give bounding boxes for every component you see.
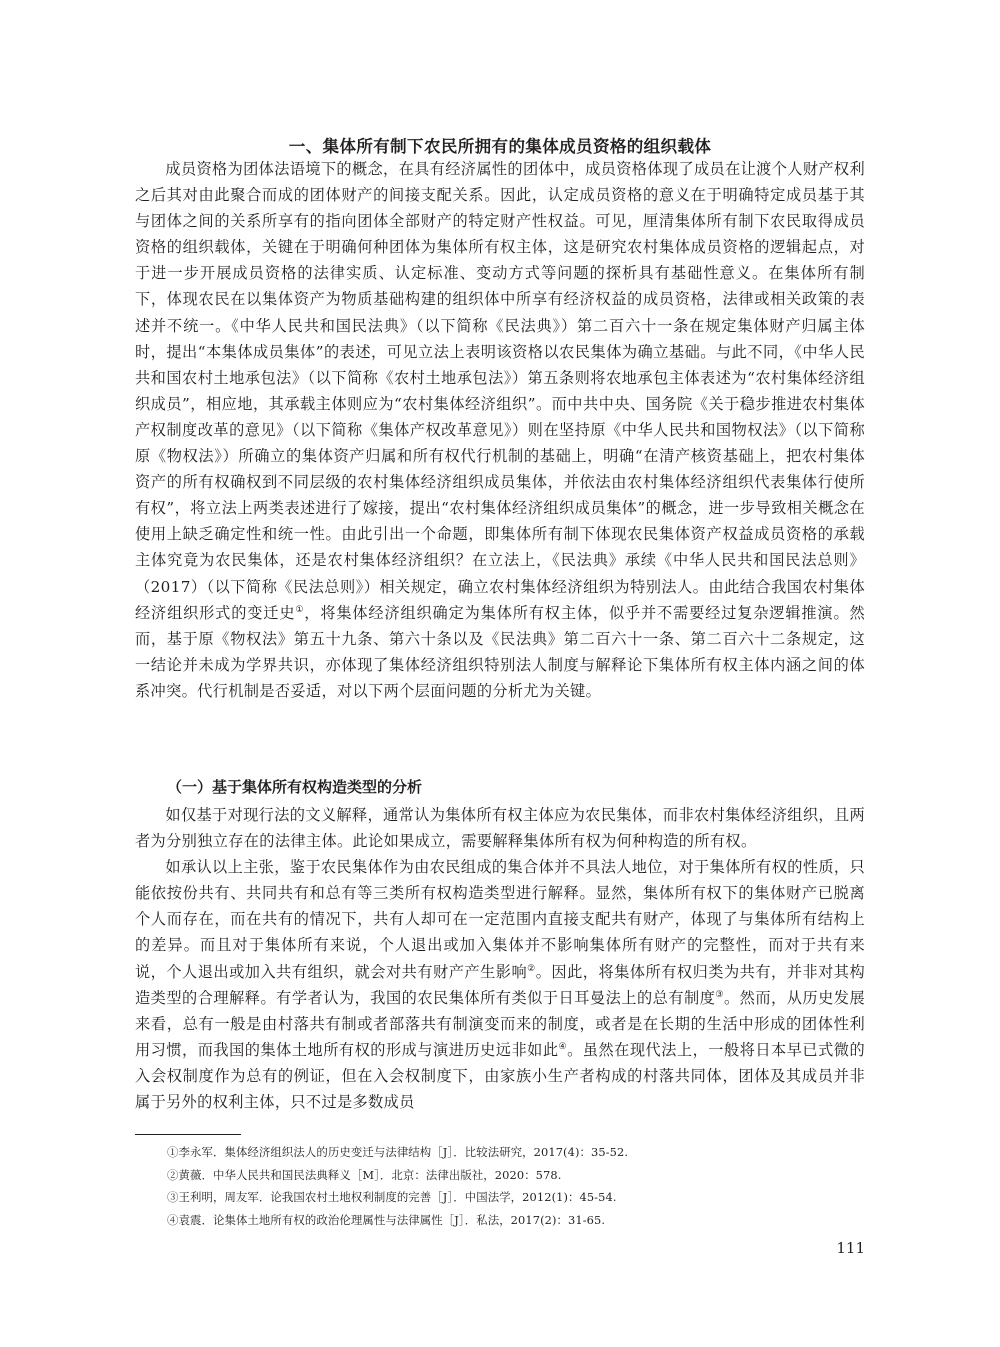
paragraph-2: 如仅基于对现行法的文义解释，通常认为集体所有权主体应为农民集体，而非农村集体经济组织，且两者为分别独立存在的法律主体。此论如果成立，需要解释集体所有权为何种构造的所有权。	[135, 806, 865, 851]
footnote-ref-2[interactable]: ②	[527, 963, 536, 974]
paragraph-1-text-a: 成员资格为团体法语境下的概念，在具有经济属性的团体中，成员资格体现了成员在让渡个人财产权利之后其对由此聚合而成的团体财产的间接支配关系。因此，认定成员资格的意义在于明确特定成员基于其与团体之间的关系所享有的指向团体全部财产的特定财产性权益。可见，厘清集体所有制下农民取得成员资格的组织载体，关键在于明确何种团体为集体所有权主体，这是研究农村集体成员资格的逻辑起点，对于进一步开展成员资格的法律实质、认定标准、变动方式等问题的探析具有基础性意义。在集体所有制下，体现农民在以集体资产为物质基础构建的组织体中所享有经济权益的成员资格，法律或相关政策的表述并不统一。《中华人民共和国民法典》（以下简称《民法典》）第二百六十一条在规定集体财产归属主体时，提出“本集体成员集体”的表述，可见立法上表明该资格以农民集体为确立基础。与此不同，《中华人民共和国农村土地承包法》（以下简称《农村土地承包法》）第五条则将农地承包主体表述为“农村集体经济组织成员”，相应地，其承载主体则应为“农村集体经济组织”。而中共中央、国务院《关于稳步推进农村集体产权制度改革的意见》（以下简称《集体产权改革意见》）则在坚持原《中华人民共和国物权法》（以下简称原《物权法》）所确立的集体资产归属和所有权代行机制的基础上，明确“在清产核资基础上，把农村集体资产的所有权确权到不同层级的农村集体经济组织成员集体，并依法由农村集体经济组织代表集体行使所有权”，将立法上两类表述进行了嫁接，提出“农村集体经济组织成员集体”的概念，进一步导致相关概念在使用上缺乏确定性和统一性。由此引出一个命题，即集体所有制下体现农民集体资产权益成员资格的承载主体究竟为农民集体，还是农村集体经济组织？在立法上，《民法典》承续《中华人民共和国民法总则》（2017）（以下简称《民法总则》）相关规定，确立农村集体经济组织为特别法人。由此结合我国农村集体经济组织形式的变迁史	[135, 160, 865, 622]
paragraph-1	[135, 156, 865, 704]
paragraph-3-text-c: 。然而，从历史发展来看，总有一般是由村落共有制或者部落共有制演变而来的制度，或者是在长期的生活中形成的团体性利用习惯，而我国的集体土地所有权的形成与演进历史远非如此	[135, 988, 866, 1059]
subheading: （一）基于集体所有权构造类型的分析	[167, 778, 423, 796]
page-number: 111	[836, 1239, 865, 1257]
body-text-part-2	[135, 802, 865, 1115]
paragraph-3	[135, 854, 865, 1115]
footnote-1: ①李永军．集体经济组织法人的历史变迁与法律结构［J］．比较法研究，2017(4)：35-52.	[167, 1145, 629, 1159]
footnotes	[167, 1141, 865, 1231]
footnote-2: ②黄薇．中华人民共和国民法典释义［M］．北京：法律出版社，2020：578.	[167, 1167, 562, 1182]
section-title: 一、集体所有制下农民所拥有的集体成员资格的组织载体	[288, 137, 712, 157]
footnote-ref-4[interactable]: ④	[558, 1041, 568, 1052]
footnote-divider	[135, 1134, 241, 1135]
paragraph-1-text-b: ，将集体经济组织确定为集体所有权主体，似乎并不需要经过复杂逻辑推演。然而，基于原《物权法》第五十九条、第六十条以及《民法典》第二百六十一条、第二百六十二条规定，这一结论并未成为学界共识，亦体现了集体经济组织特别法人制度与解释论下集体所有权主体内涵之间的体系冲突。代行机制是否妥适，对以下两个层面问题的分析尤为关键。	[135, 603, 866, 700]
footnote-ref-3[interactable]: ③	[715, 989, 724, 1000]
paragraph-3-text-d: 。虽然在现代法上，一般将日本早已式微的入会权制度作为总有的例证，但在入会权制度下，由家族小生产者构成的村落共同体，团体及其成员并非属于另外的权利主体，只不过是多数成员	[135, 1040, 865, 1112]
footnote-4: ④袁震．论集体土地所有权的政治伦理属性与法律属性［J］．私法，2017(2)：31-65.	[167, 1212, 606, 1227]
body-text-part-1	[135, 156, 865, 704]
paragraph-3-text-a: 如承认以上主张，鉴于农民集体作为由农民组成的集合体并不具法人地位，对于集体所有权的性质，只能依按份共有、共同共有和总有等三类所有权构造类型进行解释。显然，集体所有权下的集体财产已脱离个人而存在，而在共有的情况下，共有人却可在一定范围内直接支配共有财产，体现了与集体所有结构上的差异。而且对于集体所有来说，个人退出或加入集体并不影响集体所有财产的完整性，而对于共有来说，个人退出或加入共有组织，就会对共有财产产生影响	[135, 858, 865, 981]
footnote-3: ③王利明，周友军．论我国农村土地权利制度的完善［J］．中国法学，2012(1)：45-54.	[167, 1190, 617, 1205]
footnote-ref-1[interactable]: ①	[295, 604, 305, 615]
paragraph-3-text-b: 。因此，将集体所有权归类为共有，并非对其构造类型的合理解释。有学者认为，我国的农民集体所有类似于日耳曼法上的总有制度	[135, 962, 866, 1007]
